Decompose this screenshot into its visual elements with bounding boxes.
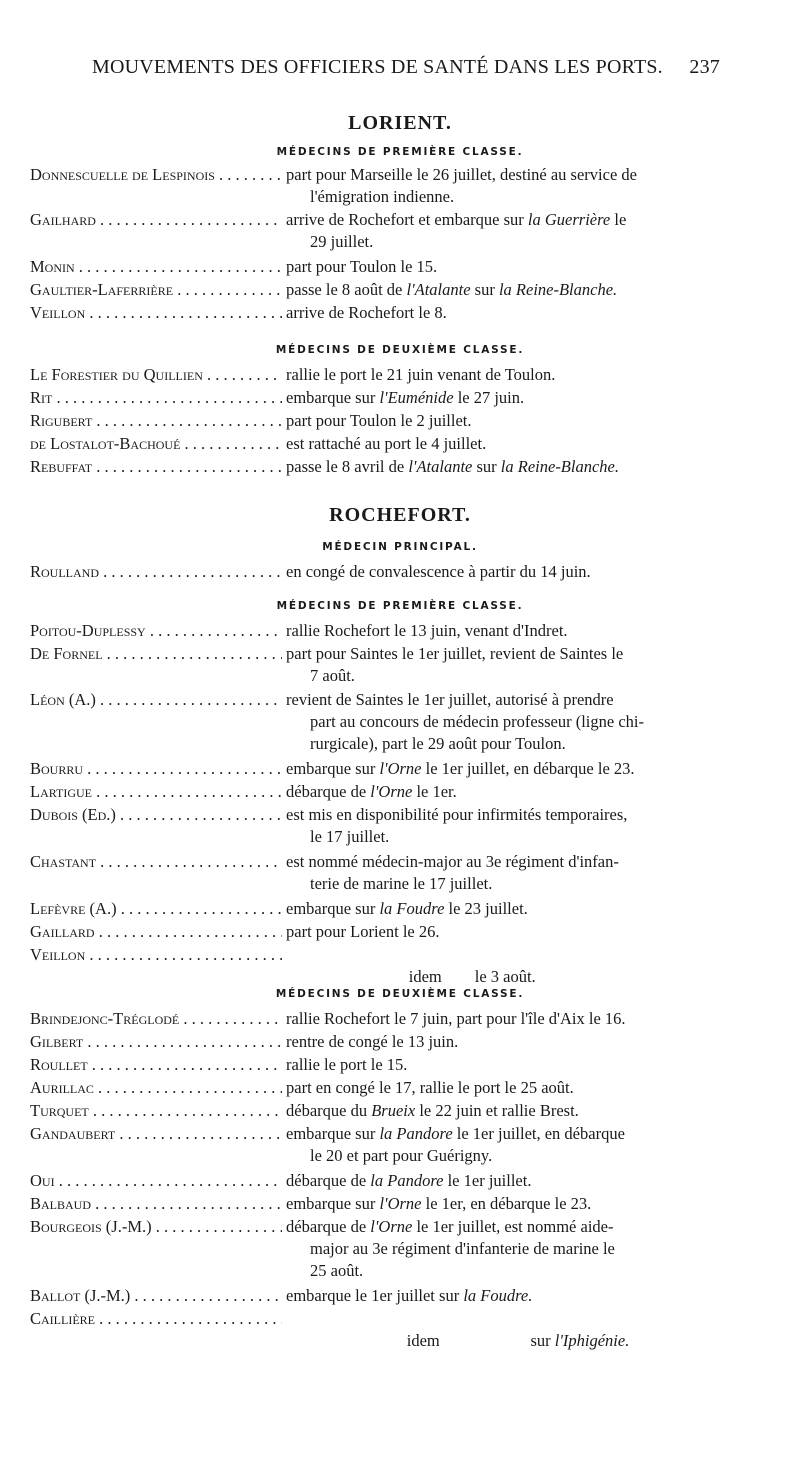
entry-text: part pour Toulon le 2 juillet. [286,411,472,430]
page-number: 237 [689,56,720,78]
ship-name: Brueix [371,1101,416,1120]
ship-name: l'Orne [370,782,413,801]
running-head [92,56,720,79]
entry [30,944,750,1010]
class-heading-rochefort-2: MÉDECINS DE DEUXIÈME CLASSE. [275,988,525,1000]
officer-name: Donnescuelle de Lespinois . . . [30,164,282,186]
entry-text: arrive de Rochefort et embarque sur la Guerrière le 29 juillet. [286,210,627,251]
entry-text: est mis en disponibilité pour infirmités temporaires, le 17 juillet. [286,805,628,846]
officer-name: Monin . . . [30,256,282,278]
entry [30,1193,750,1215]
entry [30,364,750,386]
entry-text: débarque du Brueix le 22 juin et rallie Brest. [286,1101,579,1120]
entry-text: part pour Toulon le 15. [286,257,438,276]
entry [30,898,750,920]
officer-name: Dubois (Ed.) . . . [30,804,282,826]
entry [30,164,750,208]
class-heading-rochefort-1: MÉDECINS DE PREMIÈRE CLASSE. [276,600,524,612]
officer-name: Roulland . . . [30,561,282,583]
entry-text: est nommé médecin-major au 3e régiment d'infan- terie de marine le 17 juillet. [286,852,619,893]
section-title-lorient: LORIENT. [348,112,452,134]
entry [30,410,750,432]
entry [30,279,750,301]
officer-name: Léon (A.) . . . [30,689,282,711]
officer-name: Lefèvre (A.) . . . [30,898,282,920]
entry [30,1054,750,1076]
entry-text: rentre de congé le 13 juin. [286,1032,459,1051]
officer-name: Ballot (J.-M.) . . . [30,1285,282,1307]
ship-name: l'Atalante [408,457,473,476]
ship-name: l'Atalante [406,280,471,299]
entry [30,643,750,687]
entry-text: embarque sur la Foudre le 23 juillet. [286,899,528,918]
entry-text: part pour Marseille le 26 juillet, destiné au service de l'émigration indienne. [286,165,637,206]
officer-name: Gailhard . . . [30,209,282,231]
officer-name: Gandaubert . . . [30,1123,282,1145]
ship-name: la Foudre. [463,1286,533,1305]
entry-text: revient de Saintes le 1er juillet, autorisé à prendre part au concours de médecin professeur (ligne chi- rurgicale), part le 29 août pour Toulon. [286,690,644,753]
entry [30,620,750,642]
officer-name: de Lostalot-Bachoué . . . [30,433,282,455]
class-heading-principal: MÉDECIN PRINCIPAL. [322,541,478,553]
entry-text: rallie le port le 15. [286,1055,408,1074]
entry-text: rallie Rochefort le 13 juin, venant d'Indret. [286,621,568,640]
entry-text: débarque de l'Orne le 1er. [286,782,457,801]
entry [30,387,750,409]
entry-text: débarque de la Pandore le 1er juillet. [286,1171,532,1190]
officer-name: Gaillard . . . [30,921,282,943]
officer-name: Balbaud . . . [30,1193,282,1215]
section-title-rochefort: ROCHEFORT. [329,504,471,526]
entry-text: en congé de convalescence à partir du 14 juin. [286,562,591,581]
ship-name: la Guerrière [527,210,611,229]
ship-name: l'Euménide [379,388,454,407]
entry-text: embarque sur l'Euménide le 27 juin. [286,388,525,407]
officer-name: Brindejonc-Tréglodé . . . [30,1008,282,1030]
ship-name: la Reine-Blanche. [500,457,619,476]
entry-text: embarque sur l'Orne le 1er juillet, en débarque le 23. [286,759,635,778]
entry [30,456,750,478]
officer-name: Lartigue . . . [30,781,282,803]
ship-name: la Pandore [370,1171,444,1190]
officer-name: Oui . . . [30,1170,282,1192]
entry [30,561,750,583]
entry [30,1077,750,1099]
officer-name: Rigubert . . . [30,410,282,432]
officer-name: Bourgeois (J.-M.) . . . [30,1216,282,1238]
entry [30,804,750,848]
entry [30,758,750,780]
officer-name: Gilbert . . . [30,1031,282,1053]
officer-name: De Fornel . . . [30,643,282,665]
entry-text: embarque sur la Pandore le 1er juillet, en débarque le 20 et part pour Guérigny. [286,1124,625,1165]
ship-name: l'Orne [379,759,422,778]
entry [30,689,750,755]
entry-text: rallie le port le 21 juin venant de Toulon. [286,365,556,384]
officer-name: Turquet . . . [30,1100,282,1122]
officer-name: Roullet . . . [30,1054,282,1076]
entry [30,781,750,803]
entry [30,256,750,278]
entry-text: arrive de Rochefort le 8. [286,303,447,322]
officer-name: Caillière . . . [30,1308,282,1330]
ship-name: l'Orne [370,1217,413,1236]
officer-name: Rebuffat . . . [30,456,282,478]
entry-text: part pour Lorient le 26. [286,922,440,941]
entry [30,1100,750,1122]
entry [30,1031,750,1053]
officer-name: Le Forestier du Quillien . . . [30,364,282,386]
officer-name: Rit . . . [30,387,282,409]
officer-name: Poitou-Duplessy . . . [30,620,282,642]
entry-text: est rattaché au port le 4 juillet. [286,434,487,453]
entry [30,921,750,943]
ship-name: la Foudre [379,899,445,918]
entry-text: débarque de l'Orne le 1er juillet, est nommé aide- major au 3e régiment d'infanterie de marine le 25 août. [286,1217,615,1280]
entry [30,851,750,895]
entry-text: embarque sur l'Orne le 1er, en débarque le 23. [286,1194,592,1213]
entry [30,1216,750,1282]
ship-name: la Reine-Blanche. [498,280,618,299]
entry [30,209,750,253]
entry [30,433,750,455]
ship-name: l'Iphigénie. [554,1331,630,1350]
ship-name: la Pandore [379,1124,453,1143]
officer-name: Bourru . . . [30,758,282,780]
officer-name: Veillon . . . [30,944,282,966]
entry [30,1308,750,1374]
entry [30,1123,750,1167]
entry [30,1008,750,1030]
entry-text: idem sur l'Iphigénie. [406,1331,630,1350]
entry-text: part en congé le 17, rallie le port le 25 août. [286,1078,574,1097]
entry-text: part pour Saintes le 1er juillet, revient de Saintes le 7 août. [286,644,624,685]
class-heading-lorient-1: MÉDECINS DE PREMIÈRE CLASSE. [276,146,524,158]
officer-name: Chastant . . . [30,851,282,873]
entry [30,1285,750,1307]
entry [30,1170,750,1192]
officer-name: Aurillac . . . [30,1077,282,1099]
entry-text: embarque le 1er juillet sur la Foudre. [286,1286,533,1305]
ship-name: l'Orne [379,1194,422,1213]
entry-text: passe le 8 août de l'Atalante sur la Reine-Blanche. [286,280,618,299]
officer-name: Veillon . . . [30,302,282,324]
entry [30,302,750,324]
entry-text: rallie Rochefort le 7 juin, part pour l'île d'Aix le 16. [286,1009,626,1028]
entry-text: idem le 3 août. [408,967,536,986]
entry-text: passe le 8 avril de l'Atalante sur la Reine-Blanche. [286,457,619,476]
officer-name: Gaultier-Laferrière . . . [30,279,282,301]
class-heading-lorient-2: MÉDECINS DE DEUXIÈME CLASSE. [275,344,525,356]
running-title: MOUVEMENTS DES OFFICIERS DE SANTÉ DANS LES PORTS. [92,56,663,78]
